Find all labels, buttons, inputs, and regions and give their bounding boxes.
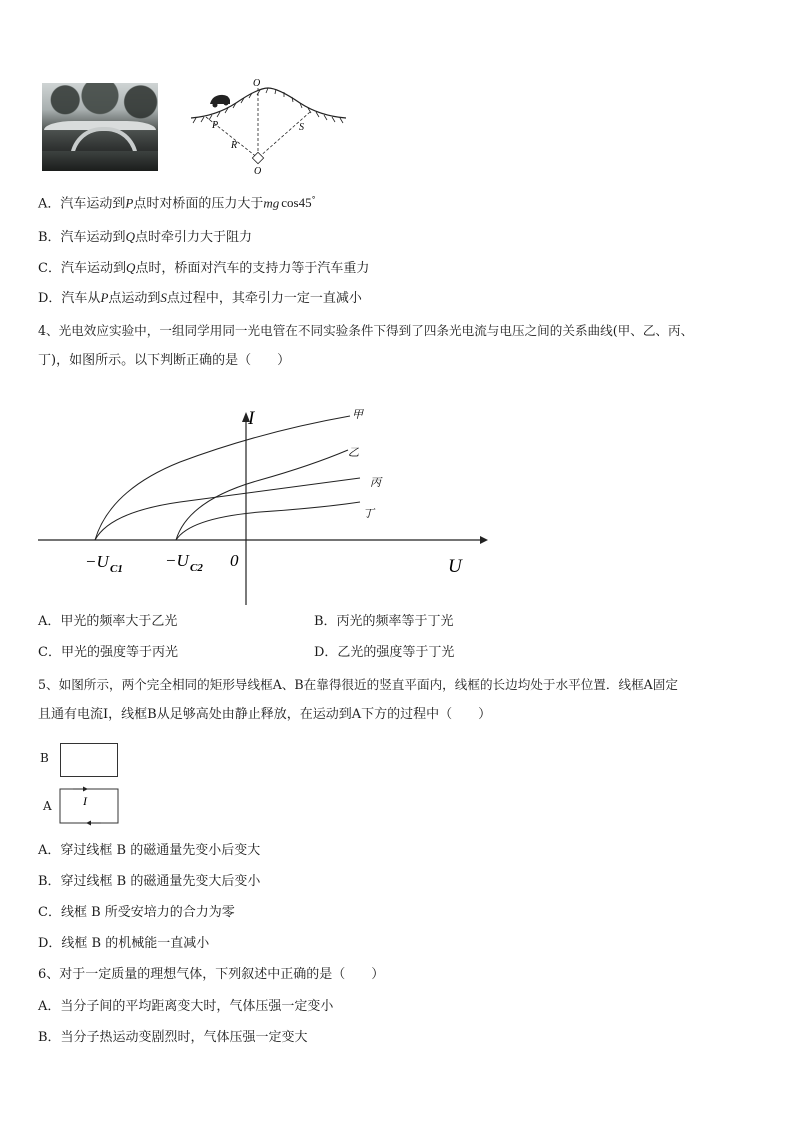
q3-d-text2: 点运动到: [108, 291, 161, 306]
curve-yi: [176, 450, 348, 540]
curve-label-yi: 乙: [348, 447, 359, 459]
x-axis-arrow: [480, 536, 488, 544]
label-P: P: [212, 120, 219, 131]
q3-option-b[interactable]: [38, 228, 252, 247]
frame-label-b: B: [40, 751, 49, 765]
q3-c-var: Q: [125, 260, 136, 275]
current-arrow-bottom: [86, 821, 91, 826]
q5-stem-line2: 且通有电流I，线框B从足够高处由静止释放，在运动到A下方的过程中（ ）: [38, 707, 492, 722]
q3-b-text1: B．汽车运动到: [38, 230, 126, 245]
q3-option-a[interactable]: [38, 191, 316, 213]
q3-d-var1: P: [100, 290, 109, 305]
q3-option-d[interactable]: [38, 289, 362, 308]
q3-b-var: Q: [125, 229, 135, 244]
q5-option-c[interactable]: C．线框 B 所受安培力的合力为零: [38, 905, 235, 920]
q3-b-text2: 点时牵引力大于阻力: [134, 230, 252, 245]
photo-trees: [42, 83, 158, 125]
y-axis-label: I: [248, 408, 255, 429]
label-O-bottom: O: [254, 166, 262, 176]
q3-a-cos: cos45: [281, 195, 312, 211]
label-O-top: O: [253, 78, 261, 89]
q6-stem: 6、对于一定质量的理想气体，下列叙述中正确的是（ ）: [38, 967, 385, 982]
curve-ding: [176, 502, 360, 540]
q3-option-c[interactable]: [38, 259, 369, 278]
q3-a-var: P: [125, 195, 134, 211]
frame-label-a: A: [43, 799, 52, 813]
q6-option-a[interactable]: A．当分子间的平均距离变大时，气体压强一定变小: [38, 999, 334, 1014]
current-arrow-top: [83, 787, 88, 792]
q3-d-var2: S: [160, 290, 167, 305]
photo-water: [42, 151, 158, 171]
q3-a-text1: A．汽车运动到: [38, 196, 126, 212]
q3-a-mg: mg: [263, 195, 280, 211]
q4-option-c[interactable]: C．甲光的强度等于丙光: [38, 645, 178, 660]
curve-label-bing: 丙: [370, 477, 381, 489]
q4-iu-graph: [30, 400, 500, 610]
current-label: I: [83, 794, 87, 808]
origin-label: 0: [230, 551, 239, 570]
q5-option-a[interactable]: A．穿过线框 B 的磁通量先变小后变大: [38, 843, 261, 858]
q5-option-b[interactable]: B．穿过线框 B 的磁通量先变大后变小: [38, 874, 261, 889]
q6-option-b[interactable]: B．当分子热运动变剧烈时，气体压强一定变大: [38, 1030, 308, 1045]
label-R: R: [231, 140, 238, 151]
uc1-sub: C1: [110, 563, 123, 575]
q3-d-text3: 点过程中，其牵引力一定一直减小: [166, 291, 362, 306]
q4-stem-line1: 4、光电效应实验中，一组同学用同一光电管在不同实验条件下得到了四条光电流与电压之间的关系曲线(甲、乙、丙、: [38, 323, 694, 338]
bridge-photo: [42, 83, 158, 171]
label-S: S: [299, 122, 304, 133]
curve-jia: [95, 416, 350, 540]
q4-option-a[interactable]: A．甲光的频率大于乙光: [38, 614, 178, 629]
uc2-sub: C2: [190, 562, 203, 574]
q3-c-text2: 点时，桥面对汽车的支持力等于汽车重力: [135, 261, 370, 276]
x-axis-label: U: [448, 556, 462, 577]
curve-label-ding: 丁: [363, 508, 374, 520]
q3-c-text1: C．汽车运动到: [38, 261, 126, 276]
q3-a-text2: 点时对桥面的压力大于: [133, 196, 264, 212]
q5-stem-line1: 5、如图所示，两个完全相同的矩形导线框A、B在靠得很近的竖直平面内，线框的长边均处于水平位置．线框A固定: [38, 677, 678, 692]
frame-b: [60, 743, 118, 777]
q3-a-deg: °: [311, 195, 316, 204]
uc2-label: −U: [165, 551, 189, 570]
frame-a: [59, 786, 121, 828]
curve-bing: [95, 478, 360, 540]
q4-stem-line2: 丁)，如图所示。以下判断正确的是（ ）: [38, 353, 291, 368]
bridge-diagram: [186, 78, 351, 176]
q4-option-d[interactable]: D．乙光的强度等于丁光: [314, 645, 455, 660]
q5-option-d[interactable]: D．线框 B 的机械能一直减小: [38, 936, 210, 951]
q3-d-text1: D．汽车从: [38, 291, 101, 306]
uc1-label: −U: [85, 552, 109, 571]
curve-label-jia: 甲: [352, 409, 363, 421]
q4-option-b[interactable]: B．丙光的频率等于丁光: [314, 614, 454, 629]
